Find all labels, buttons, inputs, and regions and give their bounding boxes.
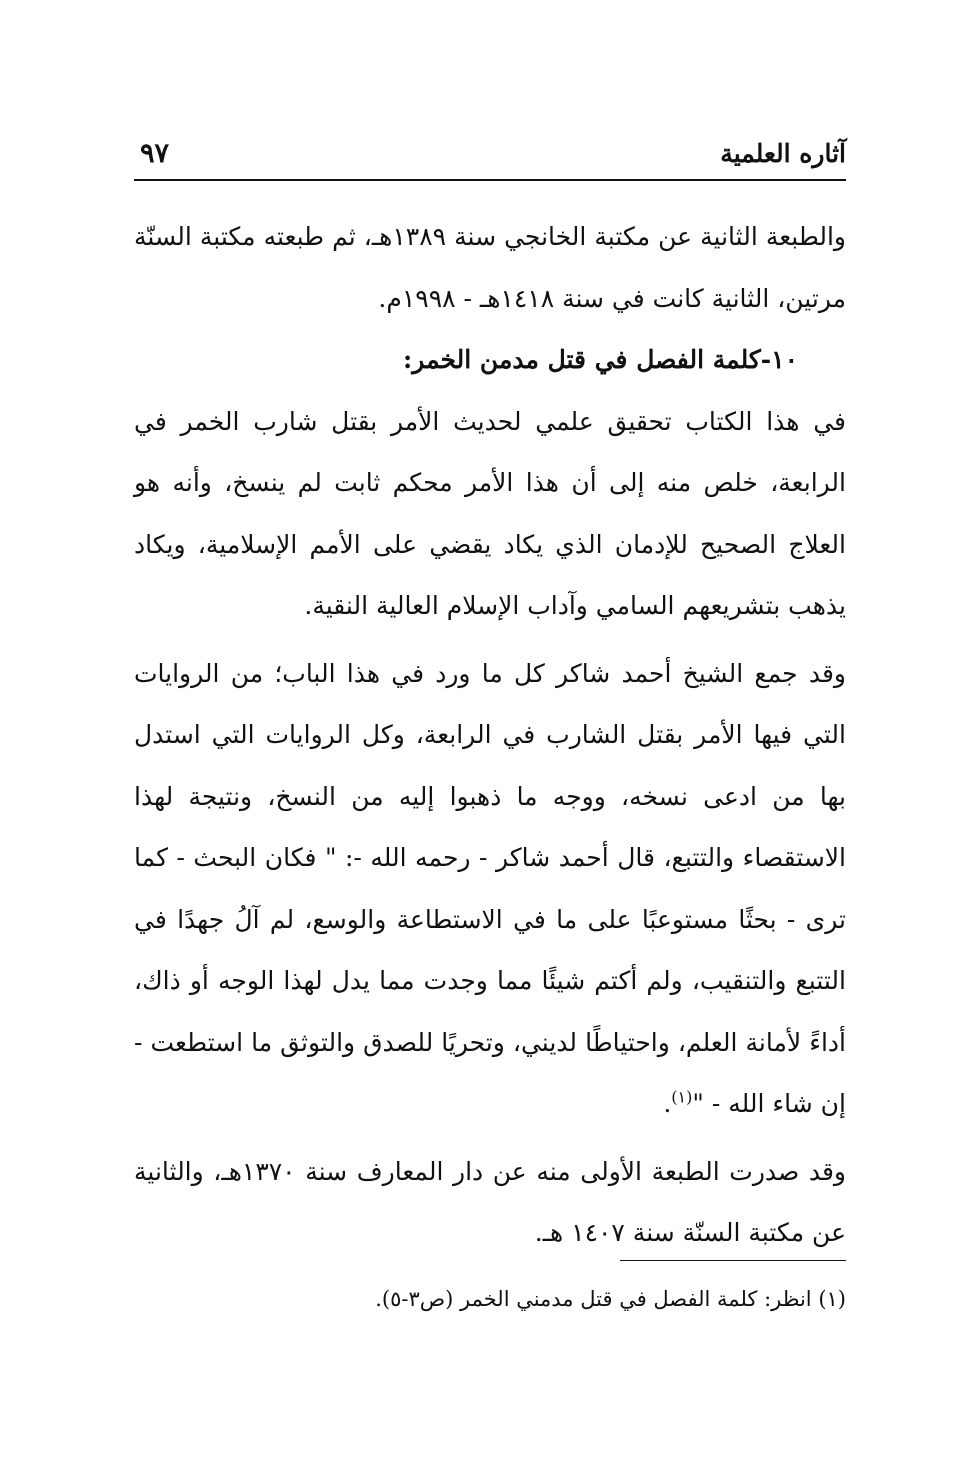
main-text: [134, 206, 846, 1264]
paragraph-4: وقد صدرت الطبعة الأولى منه عن دار المعارف سنة ١٣٧٠هـ، والثانية عن مكتبة السنّة سنة ١٤٠٧ هـ.: [134, 1156, 846, 1247]
running-title: آثاره العلمية: [720, 139, 846, 168]
paragraph-3-end: .: [663, 1089, 672, 1118]
section-heading: ١٠-كلمة الفصل في قتل مدمن الخمر:: [403, 345, 798, 374]
paragraph-3: [134, 643, 846, 1135]
paragraph-3-text: وقد جمع الشيخ أحمد شاكر كل ما ورد في هذا الباب؛ من الروايات التي فيها الأمر بقتل الشارب في الرابعة، وكل الروايات التي استدل بها من ادعى نسخه، ووجه ما ذهبوا إليه من النسخ، ونتيجة لهذا الاستقصاء والتتبع، قال أحمد شاكر - رحمه الله -: " فكان البحث - كما ترى - بحثًا مستوعبًا على ما في الاستطاعة والوسع، لم آلُ جهدًا في التتبع والتنقيب، ولم أكتم شيئًا مما وجدت مما يدل لهذا الوجه أو ذاك، أداءً لأمانة العلم، واحتياطًا لديني، وتحريًا للصدق والتوثق ما استطعت - إن شاء الله - ": [134, 658, 846, 1118]
page-number: ٩٧: [140, 138, 170, 169]
footnote-reference: (١): [671, 1087, 693, 1107]
paragraph-2: في هذا الكتاب تحقيق علمي لحديث الأمر بقتل شارب الخمر في الرابعة، خلص منه إلى أن هذا الأمر محكم ثابت لم ينسخ، وأنه هو العلاج الصحيح للإدمان الذي يكاد يقضي على الأمم الإسلامية، ويكاد يذهب بتشريعهم السامي وآداب الإسلام العالية النقية.: [134, 406, 846, 620]
footnote: (١) انظر: كلمة الفصل في قتل مدمني الخمر (ص٣-٥).: [375, 1287, 846, 1311]
header-rule: [134, 179, 846, 181]
paragraph-1: والطبعة الثانية عن مكتبة الخانجي سنة ١٣٨٩هـ، ثم طبعته مكتبة السنّة مرتين، الثانية كانت في سنة ١٤١٨هـ - ١٩٩٨م.: [134, 222, 846, 313]
page-header: [134, 130, 846, 178]
footnote-rule: [620, 1260, 846, 1261]
